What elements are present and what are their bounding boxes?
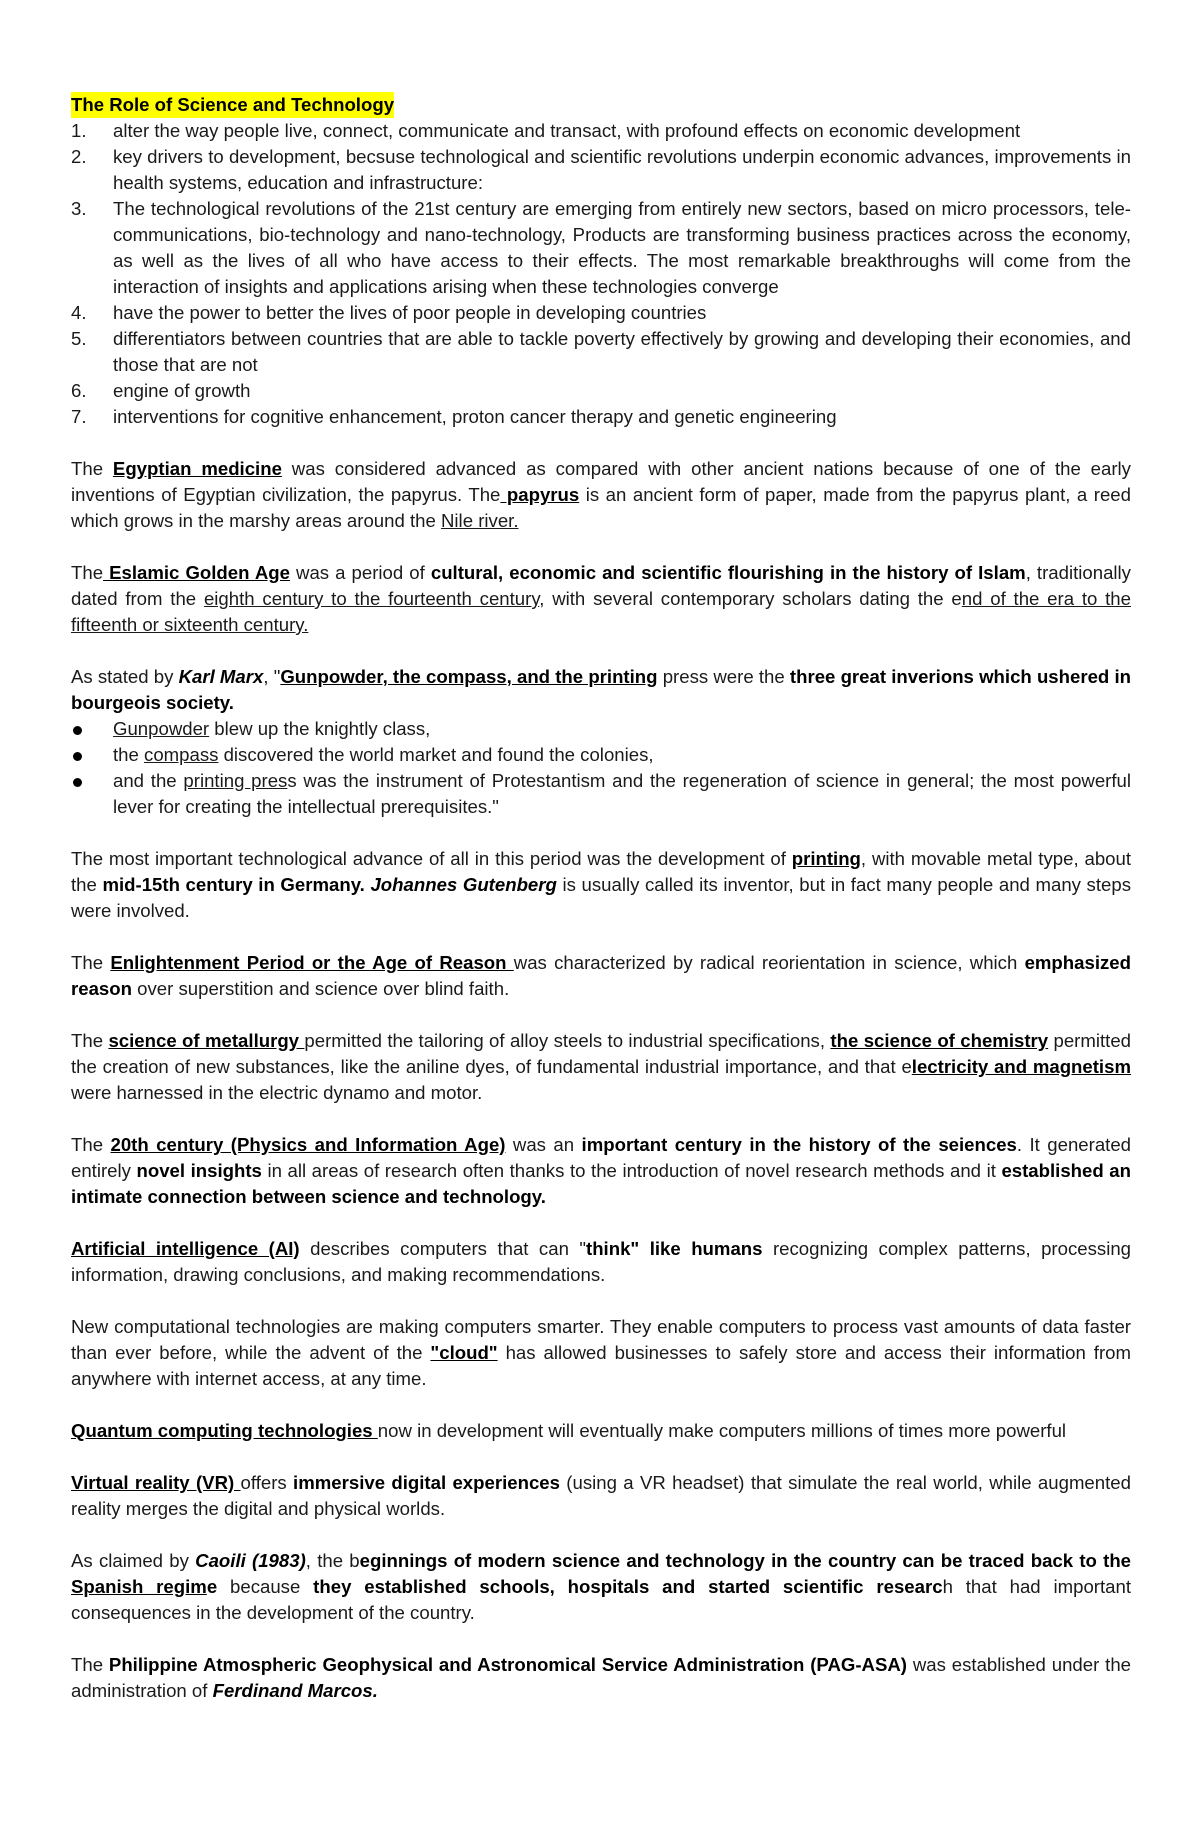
list-item <box>71 300 1131 326</box>
list-item <box>71 144 1131 196</box>
paragraph-20th-century: The 20th century (Physics and Information Age) was an important century in the history of the seiences. It generated entirely novel insights in all areas of research often thanks to the introduction of novel research methods and it established an intimate connection between science and technology. <box>71 1134 1132 1207</box>
list-text: engine of growth <box>113 380 251 401</box>
paragraph-printing: The most important technological advance of all in this period was the development of printing, with movable metal type, about the mid-15th century in Germany. Johannes Gutenberg is usually called its inventor, but in fact many people and many steps were involved. <box>71 848 1132 921</box>
bullet-icon <box>73 726 82 735</box>
document-page <box>71 92 1131 1730</box>
paragraph-enlightenment: The Enlightenment Period or the Age of Reason was characterized by radical reorientation in science, which emphasized reason over superstition and science over blind faith. <box>71 952 1131 999</box>
list-item <box>71 196 1131 300</box>
list-item: the compass discovered the world market and found the colonies, <box>71 742 1131 768</box>
bullet-icon <box>73 752 82 761</box>
paragraph-vr: Virtual reality (VR) offers immersive digital experiences (using a VR headset) that simulate the real world, while augmented reality merges the digital and physical worlds. <box>71 1472 1131 1519</box>
list-number: 7. <box>71 406 87 427</box>
list-number: 1. <box>71 120 87 141</box>
term-nile-river: Nile river. <box>441 510 519 531</box>
list-text: interventions for cognitive enhancement, proton cancer therapy and genetic engineering <box>113 406 837 427</box>
list-text: alter the way people live, connect, communicate and transact, with profound effects on economic development <box>113 120 1021 141</box>
paragraph-egyptian-medicine: The Egyptian medicine was considered advanced as compared with other ancient nations because of one of the early inventions of Egyptian civilization, the papyrus. The papyrus is an ancient form of paper, made from the papyrus plant, a reed which grows in the marshy areas around the Nile river. <box>71 458 1131 531</box>
roles-list <box>71 118 1131 430</box>
list-item: and the printing press was the instrument of Protestantism and the regeneration of science in general; the most powerful lever for creating the intellectual prerequisites." <box>71 768 1131 820</box>
term-karl-marx: Karl Marx <box>178 666 264 687</box>
bullet-icon <box>73 778 82 787</box>
list-item <box>71 326 1131 378</box>
paragraph-pagasa: The Philippine Atmospheric Geophysical and Astronomical Service Administration (PAG-ASA) was established under the administration of Ferdinand Marcos. <box>71 1654 1131 1701</box>
bullet-list <box>71 716 1131 820</box>
document-title-line <box>71 92 1131 118</box>
list-item <box>71 118 1131 144</box>
paragraph-cloud: New computational technologies are making computers smarter. They enable computers to process vast amounts of data faster than ever before, while the advent of the "cloud" has allowed businesses to safely store and access their information from anywhere with internet access, at any time. <box>71 1316 1131 1389</box>
term-papyrus: papyrus <box>500 484 580 505</box>
paragraph-ai: Artificial intelligence (AI) describes computers that can "think" like humans recognizing complex patterns, processing information, drawing conclusions, and making recommendations. <box>71 1238 1132 1285</box>
list-number: 4. <box>71 302 87 323</box>
list-item: Gunpowder blew up the knightly class, <box>71 716 1131 742</box>
list-text: have the power to better the lives of poor people in developing countries <box>113 302 707 323</box>
list-item <box>71 404 1131 430</box>
document-title: The Role of Science and Technology <box>71 92 394 118</box>
term-egyptian-medicine: Egyptian medicine <box>112 458 282 479</box>
term-islamic-golden-age: Eslamic Golden Age <box>103 562 290 583</box>
list-text: differentiators between countries that are able to tackle poverty effectively by growing and developing their economies, and those that are not <box>113 328 1131 375</box>
paragraph-quantum: Quantum computing technologies now in development will eventually make computers millions of times more powerful <box>71 1420 1067 1441</box>
paragraph-metallurgy: The science of metallurgy permitted the tailoring of alloy steels to industrial specifications, the science of chemistry permitted the creation of new substances, like the aniline dyes, of fundamental industrial importance, and that electricity and magnetism were harnessed in the electric dynamo and motor. <box>71 1030 1132 1103</box>
paragraph-karl-marx: As stated by Karl Marx, "Gunpowder, the compass, and the printing press were the three great inverions which ushered in bourgeois society. <box>71 666 1131 713</box>
list-item <box>71 378 1131 404</box>
list-number: 3. <box>71 198 87 219</box>
paragraph-islamic-golden-age: The Eslamic Golden Age was a period of cultural, economic and scientific flourishing in the history of Islam, traditionally dated from the eighth century to the fourteenth century, with several contemporary scholars dating the end of the era to the fifteenth or sixteenth century. <box>71 562 1131 635</box>
paragraph-caoili: As claimed by Caoili (1983), the beginnings of modern science and technology in the country can be traced back to the Spanish regime because they established schools, hospitals and started scientific research that had important consequences in the development of the country. <box>71 1550 1132 1623</box>
list-number: 2. <box>71 146 87 167</box>
list-number: 5. <box>71 328 87 349</box>
list-number: 6. <box>71 380 87 401</box>
list-text: The technological revolutions of the 21st century are emerging from entirely new sectors, based on micro processors, tele-communications, bio-technology and nano-technology, Products are transforming business practices across the economy, as well as the lives of all who have access to their effects. The most remarkable breakthroughs will come from the interaction of insights and applications arising when these technologies converge <box>113 198 1131 297</box>
list-text: key drivers to development, becsuse technological and scientific revolutions underpin economic advances, improvements in health systems, education and infrastructure: <box>113 146 1131 193</box>
